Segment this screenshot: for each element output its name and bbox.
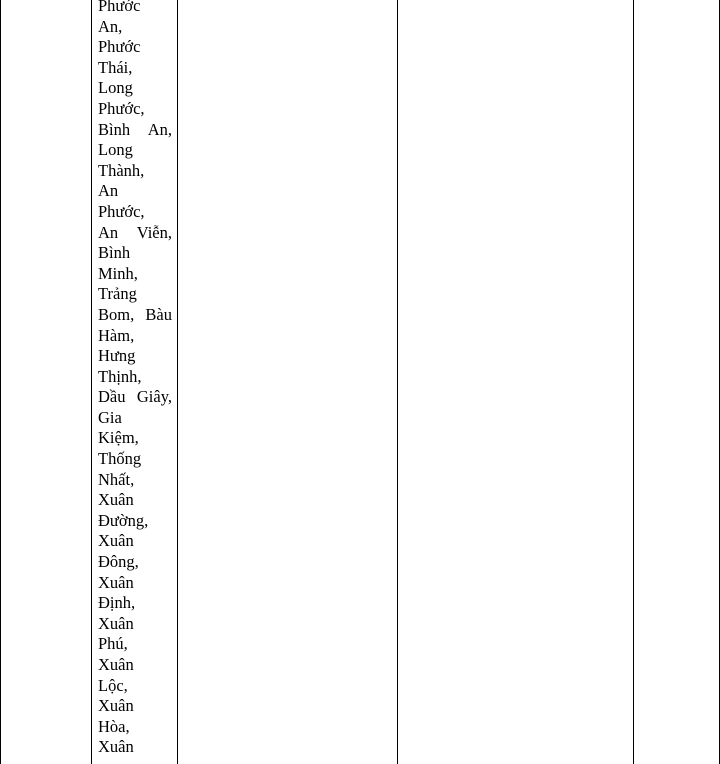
cell-line: Gia — [98, 407, 122, 427]
cell-line: Thịnh, — [98, 366, 142, 386]
cell-line: Xuân — [98, 572, 134, 592]
cell-line: Xuân — [98, 490, 134, 510]
cell-line: Xuân — [98, 655, 134, 674]
cell-line: Phú, — [98, 634, 128, 654]
cell-line: Bom, Bàu — [98, 304, 172, 324]
cell-line: Hàm, — [98, 325, 135, 345]
cell-line: Long — [98, 140, 133, 160]
cell-line: Minh, — [98, 263, 138, 283]
cell-line: Thái, — [98, 57, 133, 77]
cell-line: Bình An, — [98, 119, 172, 139]
cell-line: Phước, — [98, 98, 145, 118]
cell-line: An, — [98, 16, 123, 36]
cell-line: Lộc, — [98, 675, 128, 695]
column-border-3 — [177, 0, 178, 764]
cell-line: Trảng — [98, 284, 137, 304]
cell-line: Phước — [98, 37, 141, 57]
cell-line: Phước, — [98, 201, 145, 221]
cell-line: Hưng — [98, 346, 136, 366]
cell-line: Thành, — [98, 160, 145, 180]
cell-line: Xuân — [98, 696, 134, 716]
cell-line: Hòa, — [98, 716, 130, 736]
cell-line: Đường, — [98, 510, 149, 530]
column-border-2 — [91, 0, 92, 764]
cell-line: Định, — [98, 593, 136, 613]
cell-line: Nhất, — [98, 469, 135, 489]
cell-line: An Viễn, — [98, 222, 172, 242]
cell-line: Bình — [98, 243, 131, 263]
cell-line: Dầu Giây, — [98, 387, 172, 407]
cell-line: Long — [98, 78, 133, 98]
cell-line: Xuân — [98, 613, 134, 633]
cell-line: Đông, — [98, 552, 139, 572]
cell-line: Xuân — [98, 737, 134, 757]
cell-line: Kiệm, — [98, 428, 139, 448]
column-border-1 — [0, 0, 1, 764]
cell-line: An — [98, 181, 119, 201]
cell-line: Phước — [98, 0, 141, 15]
column-border-4 — [397, 0, 398, 764]
cell-line: Thống — [98, 449, 142, 469]
column-border-5 — [633, 0, 634, 764]
locality-list — [98, 0, 172, 758]
cell-line: Xuân — [98, 531, 134, 551]
